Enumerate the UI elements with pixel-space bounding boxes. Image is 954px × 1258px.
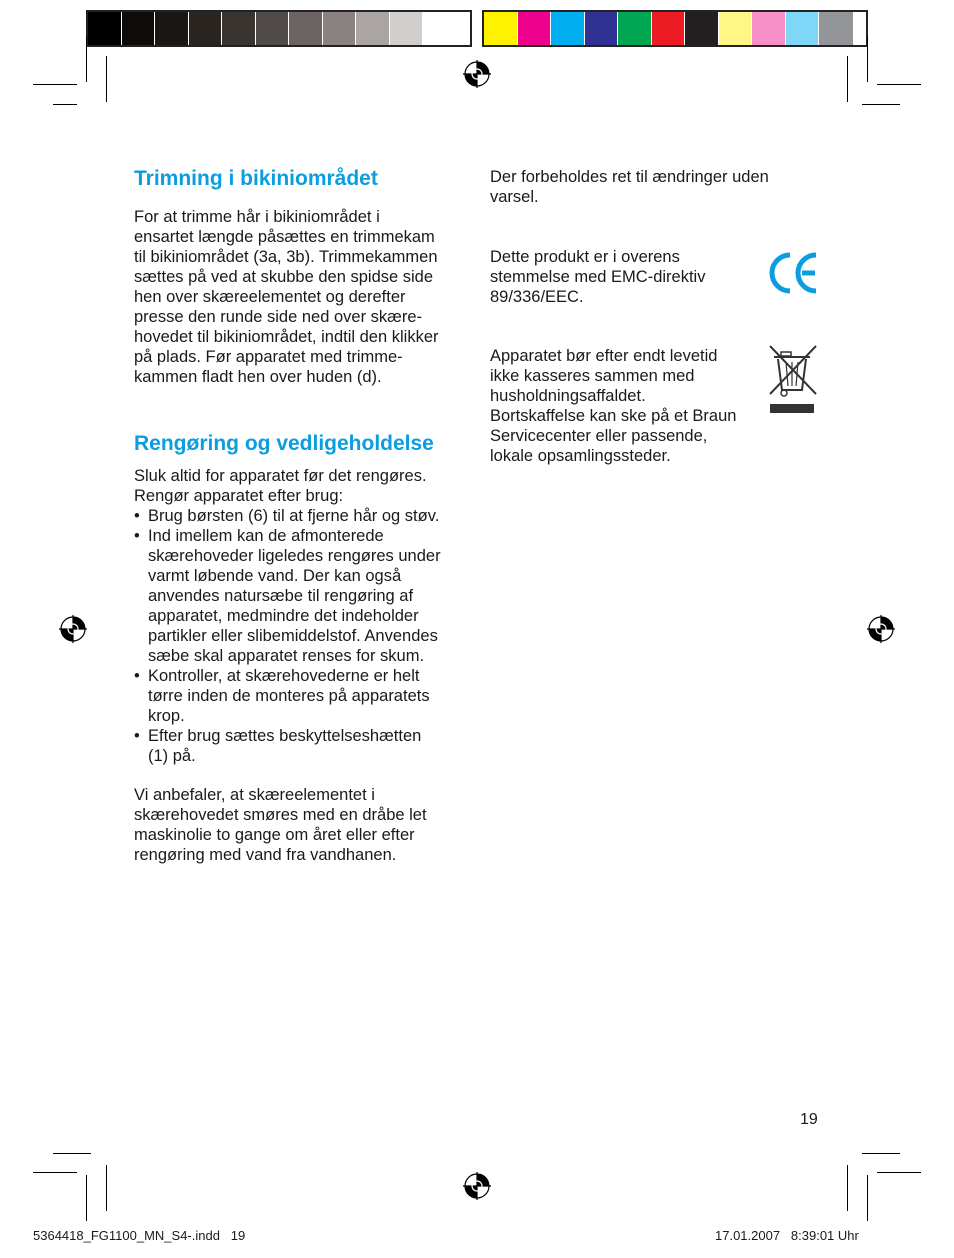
- color-swatch: [752, 12, 786, 45]
- color-swatch: [155, 12, 189, 45]
- crop-mark: [847, 56, 848, 102]
- crop-mark: [867, 1175, 868, 1221]
- color-swatch: [423, 12, 457, 45]
- disposal-text: Apparatet bør efter endt levetid ikke kasseres sammen med husholdningsaffaldet. Bortskaffelse kan ske på et Braun Servicecenter eller passende, lokale opsamlingssteder.: [490, 347, 737, 465]
- change-notice: Der forbeholdes ret til ændringer uden varsel.: [490, 168, 769, 206]
- list-item: • Efter brug sættes beskyttelseshætten (1) på.: [134, 726, 441, 766]
- color-swatch: [323, 12, 357, 45]
- crop-mark: [53, 104, 77, 105]
- color-swatch: [88, 12, 122, 45]
- footer-timestamp: 17.01.2007 8:39:01 Uhr: [715, 1228, 859, 1243]
- page-number: 19: [800, 1111, 818, 1128]
- ce-compliance-text: Dette produkt er i overens stemmelse med EMC-direktiv 89/336/EEC.: [490, 248, 706, 306]
- color-swatch: [685, 12, 719, 45]
- crop-mark: [877, 84, 921, 85]
- color-swatch: [551, 12, 585, 45]
- crop-mark: [867, 36, 868, 82]
- color-swatch: [518, 12, 552, 45]
- trimming-instructions: For at trimme hår i bikiniområdet i ensartet længde påsættes en trimmekam til bikiniområdet (3a, 3b). Trimmekammen sættes på ved at skubbe den spidse side hen over skæreelementet og derefter presse den runde side ned over skære- hovedet til bikiniområdet, indtil den klikker på plads. Før apparatet med trimme- kammen fladt hen over huden (d).: [134, 208, 439, 386]
- color-swatch: [289, 12, 323, 45]
- registration-mark-icon: [463, 60, 491, 88]
- cleaning-intro: Sluk altid for apparatet før det rengøres. Rengør apparatet efter brug:: [134, 467, 427, 505]
- color-swatch: [618, 12, 652, 45]
- color-swatch: [652, 12, 686, 45]
- footer-filename: 5364418_FG1100_MN_S4-.indd 19: [33, 1228, 246, 1243]
- cleaning-bullet-list: [134, 506, 441, 766]
- section-title-trimming: Trimning i bikiniområdet: [134, 167, 378, 190]
- crop-mark: [106, 56, 107, 102]
- color-swatch: [390, 12, 424, 45]
- process-color-bar: [482, 10, 868, 47]
- registration-mark-icon: [59, 615, 87, 643]
- crop-mark: [847, 1165, 848, 1211]
- crop-mark: [877, 1172, 921, 1173]
- color-swatch: [356, 12, 390, 45]
- color-swatch: [122, 12, 156, 45]
- crop-mark: [86, 36, 87, 82]
- crop-mark: [33, 84, 77, 85]
- grayscale-color-bar: [86, 10, 472, 47]
- color-swatch: [189, 12, 223, 45]
- color-swatch: [786, 12, 820, 45]
- crop-mark: [862, 1153, 900, 1154]
- color-swatch: [484, 12, 518, 45]
- list-item: • Ind imellem kan de afmonterede skærehoveder ligeledes rengøres under varmt løbende vand. Der kan også anvendes natursæbe til rengøring af apparatet, medmindre det indeholder partikler eller slibemiddelstof. Anvendes sæbe skal apparatet renses for skum.: [134, 526, 441, 666]
- registration-mark-icon: [867, 615, 895, 643]
- color-swatch: [719, 12, 753, 45]
- color-swatch: [222, 12, 256, 45]
- crop-mark: [86, 1175, 87, 1221]
- section-title-cleaning: Rengøring og vedligeholdelse: [134, 432, 434, 455]
- color-swatch: [819, 12, 853, 45]
- list-item: • Brug børsten (6) til at fjerne hår og støv.: [134, 506, 441, 526]
- color-swatch: [256, 12, 290, 45]
- crop-mark: [862, 104, 900, 105]
- maintenance-recommendation: Vi anbefaler, at skæreelementet i skærehovedet smøres med en dråbe let maskinolie to gange om året eller efter rengøring med vand fra vandhanen.: [134, 786, 427, 864]
- crop-mark: [106, 1165, 107, 1211]
- list-item: • Kontroller, at skærehovederne er helt tørre inden de monteres på apparatets krop.: [134, 666, 441, 726]
- ce-mark-icon: [768, 250, 820, 296]
- registration-mark-icon: [463, 1172, 491, 1200]
- crop-mark: [33, 1172, 77, 1173]
- color-swatch: [585, 12, 619, 45]
- crossed-bin-icon: [768, 344, 818, 416]
- crop-mark: [53, 1153, 91, 1154]
